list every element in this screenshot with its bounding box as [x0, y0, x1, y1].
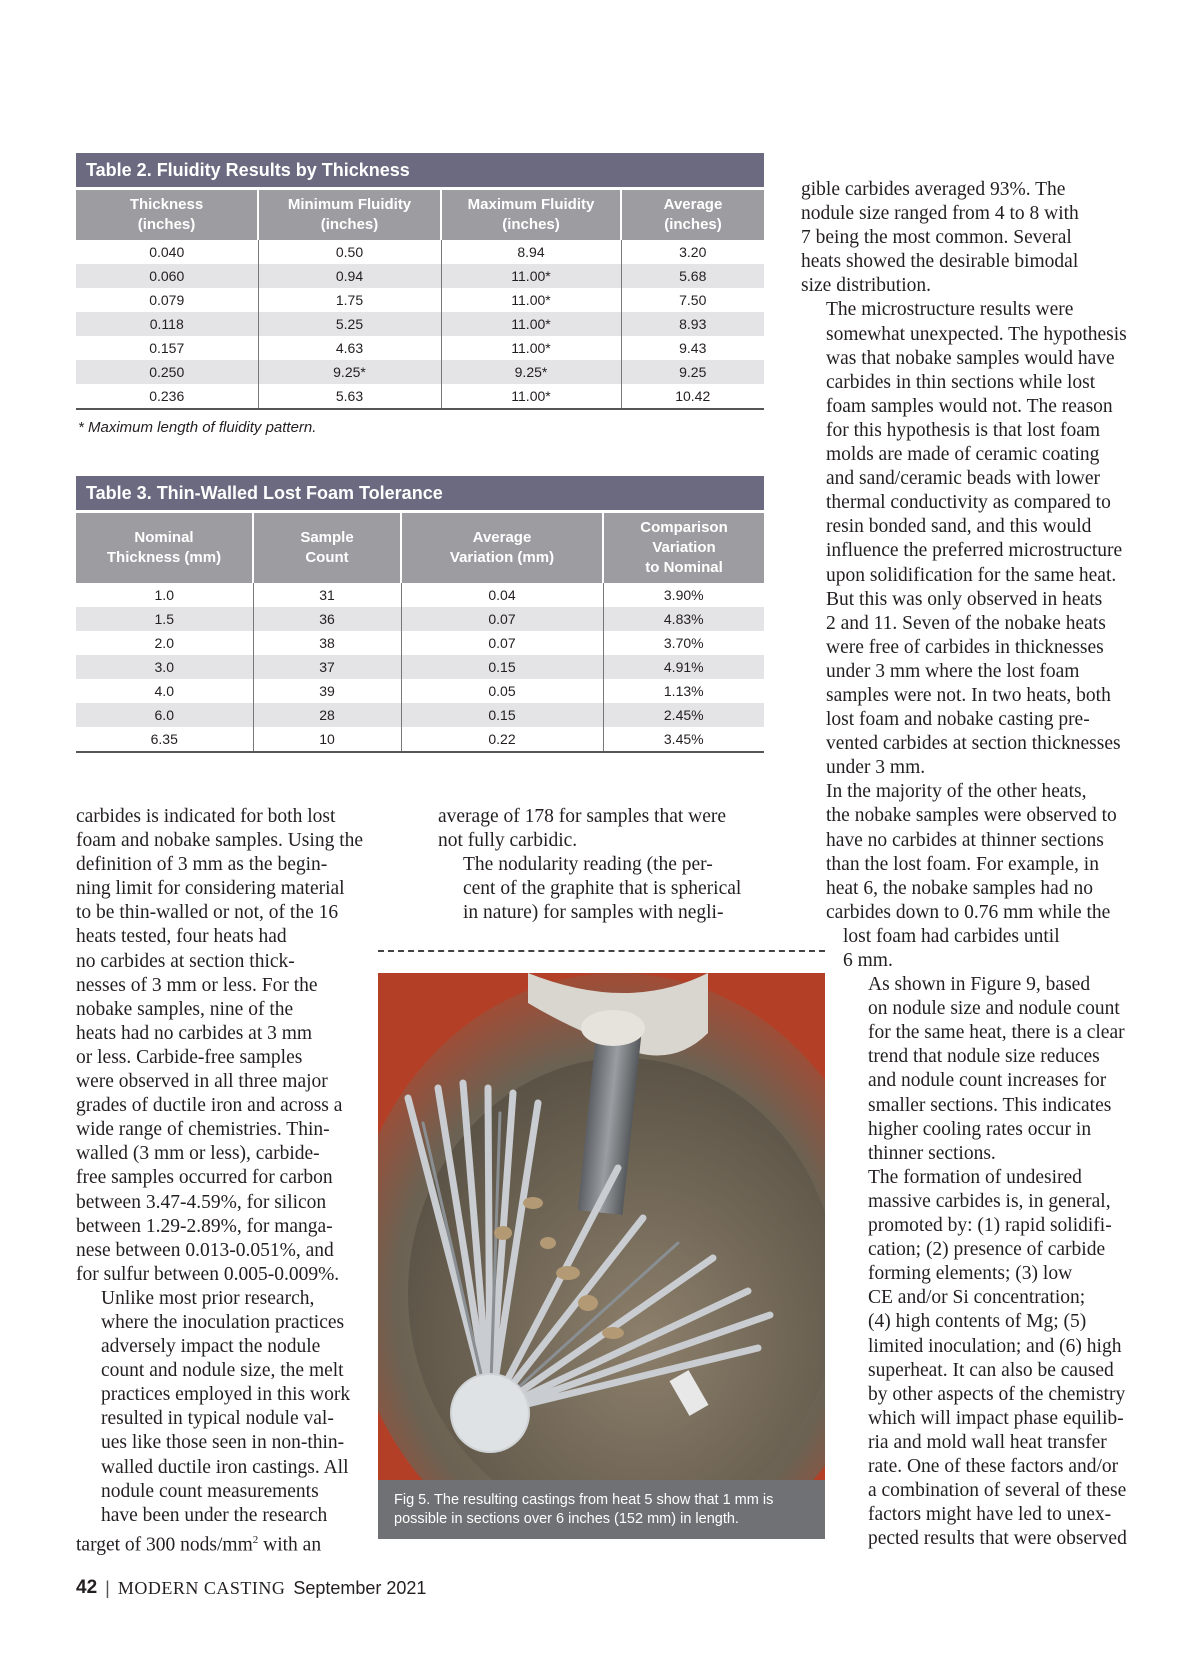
- col1-last-line: [76, 1528, 416, 1558]
- text-line: free samples occurred for carbon: [76, 1167, 333, 1189]
- table-cell: 4.91%: [603, 655, 764, 679]
- text-line: for sulfur between 0.005-0.009%.: [76, 1263, 340, 1285]
- text-line: heats tested, four heats had: [76, 926, 287, 948]
- text-line: Unlike most prior research,: [101, 1287, 315, 1309]
- table-cell: 9.43: [621, 336, 764, 360]
- text-line: nobake samples, nine of the: [76, 998, 294, 1020]
- table-cell: 37: [253, 655, 401, 679]
- text-line: were observed in all three major: [76, 1071, 328, 1093]
- footer-separator: |: [105, 1577, 110, 1598]
- text-line: forming elements; (3) low: [868, 1263, 1073, 1285]
- text-line: 7 being the most common. Several: [801, 227, 1072, 249]
- text-line: factors might have led to unex-: [868, 1504, 1112, 1526]
- col1-paragraph-a: [76, 805, 416, 1287]
- text-line: resulted in typical nodule val-: [101, 1408, 334, 1430]
- text-line: carbides in thin sections while lost: [826, 371, 1096, 393]
- text-line: resin bonded sand, and this would: [826, 516, 1092, 538]
- table3-title: Table 3. Thin-Walled Lost Foam Tolerance: [76, 476, 764, 510]
- text-line: heats showed the desirable bimodal: [801, 251, 1079, 273]
- table-cell: 11.00*: [441, 264, 621, 288]
- table-cell: 4.63: [258, 336, 441, 360]
- text-line: superheat. It can also be caused: [868, 1359, 1114, 1381]
- text-line: average of 178 for samples that were: [438, 806, 727, 827]
- text-line: samples were not. In two heats, both: [826, 684, 1111, 706]
- table-cell: 0.04: [401, 583, 603, 607]
- text-line: cent of the graphite that is spherical: [463, 878, 742, 900]
- table-cell: 1.0: [154, 587, 174, 603]
- table-cell: 5.25: [258, 312, 441, 336]
- table-cell: 0.060: [76, 264, 258, 288]
- table-cell: 9.25: [621, 360, 764, 384]
- magazine-name: MODERN CASTING: [117, 1577, 286, 1598]
- table3-header-2-line: Variation (mm): [449, 549, 555, 566]
- table2-header-0-line: (inches): [137, 216, 196, 233]
- table3-header-2: [401, 513, 603, 583]
- text-line: between 1.29-2.89%, for manga-: [76, 1215, 333, 1237]
- text-line: no carbides at section thick-: [76, 950, 295, 972]
- table-cell: 0.15: [401, 703, 603, 727]
- text-line: to be thin-walled or not, of the 16: [76, 902, 339, 924]
- table-cell: 2.0: [154, 635, 174, 651]
- table2-header-row: [76, 190, 764, 240]
- col1-superscript: 2: [252, 1533, 259, 1546]
- text-line: for the same heat, there is a clear: [868, 1022, 1125, 1044]
- text-line: practices employed in this work: [101, 1384, 351, 1406]
- table-cell: 0.94: [258, 264, 441, 288]
- table-row: [76, 240, 764, 264]
- table-row: [76, 360, 764, 384]
- text-line: definition of 3 mm as the begin-: [76, 854, 328, 876]
- issue-date: September 2021: [293, 1577, 427, 1598]
- table-cell: 3.45%: [603, 727, 764, 752]
- page-number: 42: [76, 1577, 98, 1598]
- table-cell: 0.50: [258, 240, 441, 264]
- col3-paragraph-a: [801, 178, 1141, 298]
- text-line: under 3 mm where the lost foam: [826, 660, 1080, 682]
- table2-header-1-line: (inches): [320, 216, 379, 233]
- table3-body: [76, 583, 764, 752]
- table3-header-3: [603, 513, 764, 583]
- text-line: under 3 mm.: [826, 757, 926, 779]
- table-row: [76, 631, 764, 655]
- text-line: on nodule size and nodule count: [868, 998, 1120, 1020]
- text-line: limited inoculation; and (6) high: [868, 1335, 1122, 1357]
- table3-header-row: [76, 513, 764, 583]
- table-cell: 7.50: [621, 288, 764, 312]
- table-cell: 5.68: [621, 264, 764, 288]
- text-line: thermal conductivity as compared to: [826, 492, 1111, 514]
- col2-paragraph-a: [438, 805, 783, 853]
- table-row: [76, 655, 764, 679]
- table-cell: 36: [253, 607, 401, 631]
- text-line: wide range of chemistries. Thin-: [76, 1119, 330, 1141]
- table3: [76, 513, 764, 753]
- table-cell: 1.75: [258, 288, 441, 312]
- text-line: have no carbides at thinner sections: [826, 829, 1104, 851]
- table-cell: 3.70%: [603, 631, 764, 655]
- table-cell: 11.00*: [441, 384, 621, 409]
- table3-header-0-line: Thickness (mm): [106, 549, 222, 566]
- table-cell: 5.63: [258, 384, 441, 409]
- text-line: lost foam had carbides until: [843, 925, 1060, 947]
- caption-line-2: possible in sections over 6 inches (152 mm) in length.: [394, 1511, 739, 1527]
- col1-paragraph-b: [76, 1287, 416, 1528]
- text-line: heats had no carbides at 3 mm: [76, 1022, 313, 1044]
- text-line: ues like those seen in non-thin-: [101, 1432, 345, 1454]
- text-line: heat 6, the nobake samples had no: [826, 877, 1093, 899]
- col1-last-line-end: with an: [258, 1534, 322, 1556]
- text-line: have been under the research: [101, 1504, 328, 1526]
- text-line: was that nobake samples would have: [826, 347, 1115, 369]
- text-line: The microstructure results were: [826, 299, 1074, 321]
- table-cell: 0.05: [401, 679, 603, 703]
- table-row: [76, 264, 764, 288]
- text-line: rate. One of these factors and/or: [868, 1455, 1119, 1477]
- text-line: ria and mold wall heat transfer: [868, 1431, 1107, 1453]
- table-cell: 0.236: [76, 384, 258, 409]
- column-2: [438, 805, 783, 925]
- column-1: [76, 805, 416, 1557]
- table-cell: 0.22: [401, 727, 603, 752]
- text-line: carbides is indicated for both lost: [76, 806, 336, 827]
- table-cell: 2.45%: [603, 703, 764, 727]
- table2-header-2: [441, 190, 621, 240]
- table-cell: 0.118: [76, 312, 258, 336]
- text-line: nodule count measurements: [101, 1480, 319, 1502]
- table-cell: 6.35: [76, 727, 253, 752]
- table-cell: 4.83%: [603, 607, 764, 631]
- text-line: were free of carbides in thicknesses: [826, 636, 1104, 658]
- table-cell: 0.250: [76, 360, 258, 384]
- text-line: cation; (2) presence of carbide: [868, 1239, 1106, 1261]
- text-line: trend that nodule size reduces: [868, 1046, 1100, 1068]
- table-row: [76, 607, 764, 631]
- text-line: by other aspects of the chemistry: [868, 1383, 1126, 1405]
- table-cell: 31: [253, 583, 401, 607]
- table-row: [76, 384, 764, 409]
- text-line: not fully carbidic.: [438, 830, 578, 852]
- table2-body: [76, 240, 764, 409]
- table-cell: 0.15: [401, 655, 603, 679]
- text-line: lost foam and nobake casting pre-: [826, 709, 1090, 731]
- table-cell: 3.20: [621, 240, 764, 264]
- table2-header-1-line: Minimum Fluidity: [287, 196, 412, 213]
- col3-paragraph-c: [801, 780, 1141, 925]
- table-cell: 9.25*: [441, 360, 621, 384]
- text-line: walled (3 mm or less), carbide-: [76, 1143, 320, 1165]
- table2-header-3-line: Average: [663, 196, 723, 213]
- text-line: and sand/ceramic beads with lower: [826, 468, 1100, 490]
- table-cell: 0.040: [149, 244, 185, 260]
- text-line: for this hypothesis is that lost foam: [826, 419, 1101, 441]
- text-line: which will impact phase equilib-: [868, 1407, 1124, 1429]
- table2-title: Table 2. Fluidity Results by Thickness: [76, 153, 764, 187]
- table-row: [76, 312, 764, 336]
- text-line: size distribution.: [801, 275, 931, 297]
- text-line: where the inoculation practices: [101, 1311, 345, 1333]
- text-line: count and nodule size, the melt: [101, 1360, 344, 1382]
- table-cell: 9.25*: [258, 360, 441, 384]
- figure-divider: [378, 950, 825, 952]
- table-cell: 3.0: [76, 655, 253, 679]
- page-footer: [76, 1577, 426, 1599]
- text-line: foam and nobake samples. Using the: [76, 830, 364, 852]
- text-line: thinner sections.: [868, 1142, 996, 1164]
- text-line: nesses of 3 mm or less. For the: [76, 974, 318, 996]
- text-line: nese between 0.013-0.051%, and: [76, 1239, 334, 1261]
- text-line: vented carbides at section thicknesses: [826, 733, 1121, 755]
- table3-header-2-line: Average: [472, 529, 532, 546]
- table-cell: 1.13%: [603, 679, 764, 703]
- text-line: influence the preferred microstructure: [826, 540, 1123, 562]
- table2-header-0: [76, 190, 258, 240]
- figure-caption: [378, 1480, 825, 1539]
- table-cell: 38: [253, 631, 401, 655]
- table3-header-0: [76, 513, 253, 583]
- table3-header-3-line: Comparison Variation: [640, 519, 728, 556]
- text-line: higher cooling rates occur in: [868, 1118, 1092, 1140]
- text-line: upon solidification for the same heat.: [826, 564, 1117, 586]
- caption-line-1: Fig 5. The resulting castings from heat 5 show that 1 mm is: [394, 1492, 774, 1508]
- text-line: smaller sections. This indicates: [868, 1094, 1112, 1116]
- text-line: walled ductile iron castings. All: [101, 1456, 349, 1478]
- col3-wrapped-text: [801, 925, 1141, 1551]
- text-line: than the lost foam. For example, in: [826, 853, 1099, 875]
- col3-paragraph-e: [843, 973, 1141, 1166]
- table-cell: 11.00*: [441, 336, 621, 360]
- table-cell: 4.0: [154, 683, 174, 699]
- table2-header-1: [258, 190, 441, 240]
- table-cell: 10: [253, 727, 401, 752]
- text-line: the nobake samples were observed to: [826, 805, 1117, 827]
- table-cell: 11.00*: [441, 312, 621, 336]
- table3-header-1-line: Sample: [300, 529, 354, 546]
- text-line: nodule size ranged from 4 to 8 with: [801, 203, 1079, 225]
- text-line: carbides down to 0.76 mm while the: [826, 901, 1111, 923]
- table2-header-2-line: (inches): [502, 216, 560, 233]
- table-cell: 6.0: [76, 703, 253, 727]
- table2-header-3-line: (inches): [664, 216, 722, 233]
- text-line: and nodule count increases for: [868, 1070, 1107, 1092]
- text-line: between 3.47-4.59%, for silicon: [76, 1191, 327, 1213]
- text-line: (4) high contents of Mg; (5): [868, 1311, 1087, 1333]
- table-cell: 3.90%: [603, 583, 764, 607]
- text-line: somewhat unexpected. The hypothesis: [826, 323, 1127, 345]
- table-cell: 11.00*: [441, 288, 621, 312]
- text-line: The formation of undesired: [868, 1166, 1082, 1188]
- table2-header-0-line: Thickness: [129, 196, 204, 213]
- text-line: in nature) for samples with negli-: [463, 902, 724, 924]
- text-line: grades of ductile iron and across a: [76, 1095, 343, 1117]
- table-cell: 8.93: [621, 312, 764, 336]
- table-row: [76, 336, 764, 360]
- table-cell: 1.5: [76, 607, 253, 631]
- table-cell: 10.42: [621, 384, 764, 409]
- table-cell: 28: [253, 703, 401, 727]
- text-line: 6 mm.: [843, 950, 893, 971]
- table-cell: 8.94: [441, 240, 621, 264]
- text-line: foam samples would not. The reason: [826, 395, 1113, 417]
- figure-photo: [378, 973, 825, 1539]
- table-row: [76, 583, 764, 607]
- table-cell: 0.07: [401, 607, 603, 631]
- text-line: massive carbides is, in general,: [868, 1190, 1111, 1212]
- table-cell: 0.07: [401, 631, 603, 655]
- col3-paragraph-d: [843, 925, 1141, 973]
- text-line: ning limit for considering material: [76, 878, 345, 900]
- castings-photo: [378, 973, 825, 1480]
- table2-header-2-line: Maximum Fluidity: [467, 196, 595, 213]
- text-line: molds are made of ceramic coating: [826, 444, 1100, 466]
- table2: [76, 190, 764, 410]
- table-row: [76, 703, 764, 727]
- table3-header-0-line: Nominal: [134, 529, 194, 546]
- table2-footnote: * Maximum length of fluidity pattern.: [78, 419, 317, 436]
- col3-paragraph-f: [843, 1166, 1141, 1552]
- text-line: gible carbides averaged 93%. The: [801, 179, 1066, 200]
- table3-header-3-line: to Nominal: [645, 559, 723, 576]
- table-row: [76, 727, 764, 752]
- col1-last-line-text: target of 300 nods/mm: [76, 1534, 253, 1556]
- text-line: In the majority of the other heats,: [826, 781, 1087, 803]
- table2-header-3: [621, 190, 764, 240]
- table-cell: 0.079: [149, 292, 185, 308]
- column-3: [801, 178, 1141, 1551]
- table3-header-1: [253, 513, 401, 583]
- table-row: [76, 288, 764, 312]
- col2-paragraph-b: [438, 853, 783, 925]
- text-line: The nodularity reading (the per-: [463, 854, 713, 876]
- text-line: CE and/or Si concentration;: [868, 1287, 1086, 1309]
- text-line: a combination of several of these: [868, 1480, 1127, 1502]
- text-line: 2 and 11. Seven of the nobake heats: [826, 612, 1106, 634]
- table-row: [76, 679, 764, 703]
- text-line: or less. Carbide-free samples: [76, 1046, 303, 1068]
- text-line: adversely impact the nodule: [101, 1336, 321, 1358]
- text-line: But this was only observed in heats: [826, 588, 1103, 610]
- text-line: pected results that were observed: [868, 1528, 1127, 1550]
- table3-header-1-line: Count: [305, 549, 349, 566]
- table-cell: 0.157: [149, 340, 185, 356]
- col3-paragraph-b: [801, 298, 1141, 780]
- text-line: promoted by: (1) rapid solidifi-: [868, 1215, 1112, 1237]
- table-cell: 39: [253, 679, 401, 703]
- text-line: As shown in Figure 9, based: [868, 974, 1091, 996]
